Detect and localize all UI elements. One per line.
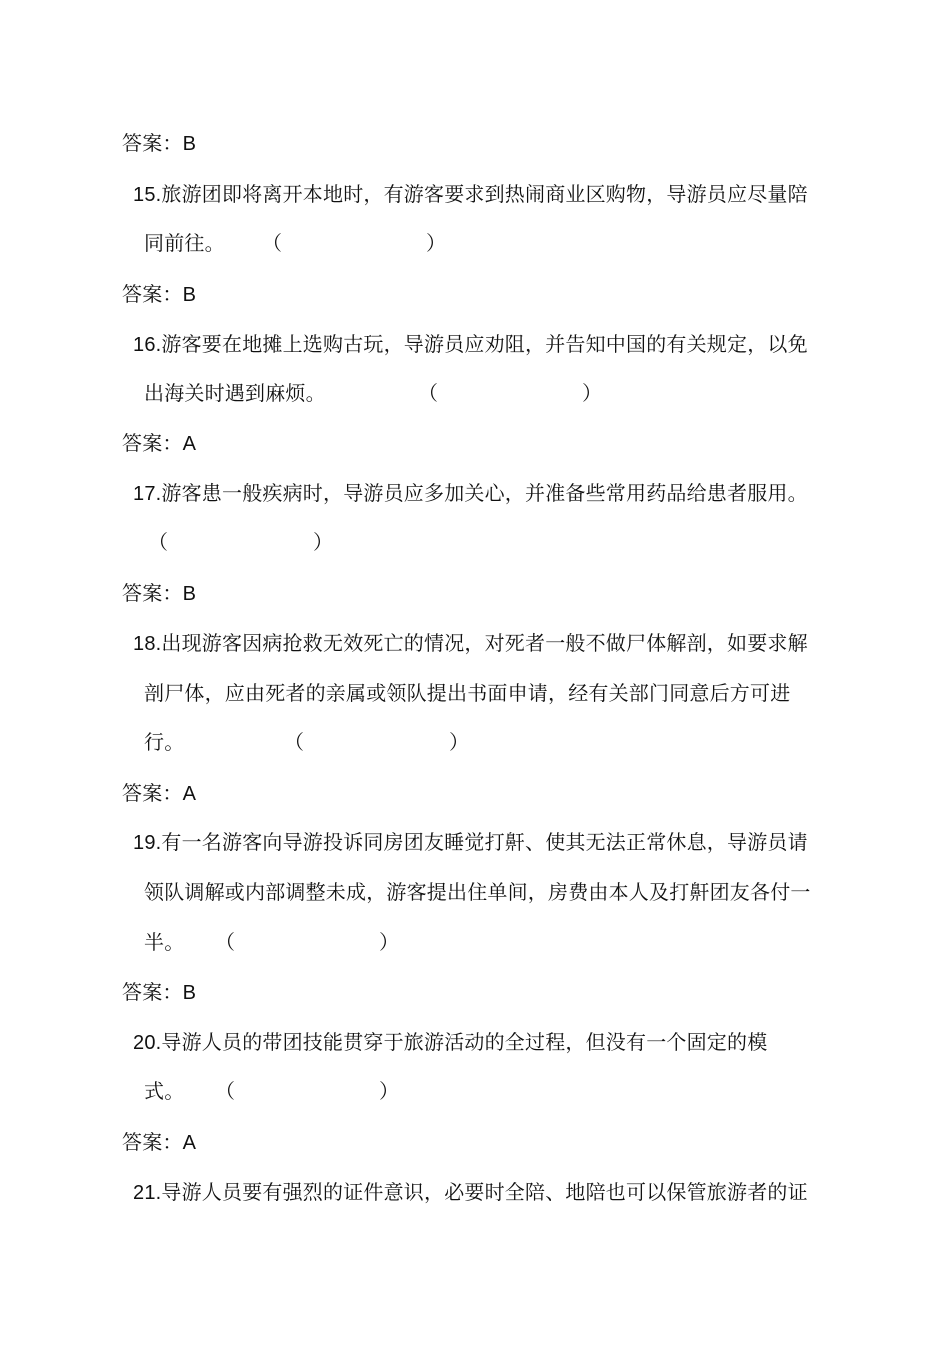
answer-label: 答案：	[122, 980, 183, 1004]
question-18-line-1	[133, 630, 808, 657]
answer-label: 答案：	[122, 431, 183, 455]
answer-value: A	[182, 783, 197, 805]
answer-value: B	[182, 583, 197, 605]
question-number: 21.	[133, 1182, 162, 1204]
question-19-line-1	[133, 829, 808, 856]
question-text: 导游人员的带团技能贯穿于旅游活动的全过程，但没有一个固定的模	[161, 1030, 768, 1054]
answer-paren-open: （	[215, 930, 235, 954]
answer-paren-open: （	[262, 231, 282, 255]
answer-label: 答案：	[122, 131, 183, 155]
question-text: 游客要在地摊上选购古玩，导游员应劝阻，并告知中国的有关规定，以免	[161, 332, 808, 356]
answer-label: 答案：	[122, 781, 183, 805]
answer-paren-close: ）	[313, 530, 333, 554]
question-19-line-2	[144, 879, 811, 905]
question-text: 式。	[144, 1079, 185, 1103]
answer-label: 答案：	[122, 282, 183, 306]
question-text: 游客患一般疾病时，导游员应多加关心，并准备些常用药品给患者服用。	[161, 481, 808, 505]
answer-paren-open: （	[284, 730, 304, 754]
answer-value: A	[182, 1132, 197, 1154]
question-text: 领队调解或内部调整未成，游客提出住单间，房费由本人及打鼾团友各付一	[144, 880, 811, 904]
question-text: 半。	[144, 930, 185, 954]
answer-paren-close: ）	[582, 381, 602, 405]
question-text: 剖尸体，应由死者的亲属或领队提出书面申请，经有关部门同意后方可进	[144, 681, 791, 705]
question-18-line-2	[144, 680, 790, 706]
answer-paren-close: ）	[379, 930, 399, 954]
answer-label: 答案：	[122, 581, 183, 605]
answer-line	[122, 780, 196, 807]
question-number: 18.	[133, 633, 162, 655]
question-number: 19.	[133, 832, 162, 854]
question-15-line-2	[144, 230, 225, 256]
question-20-line-2	[144, 1078, 184, 1104]
answer-paren-close: ）	[426, 231, 446, 255]
question-21-line-1	[133, 1179, 808, 1206]
question-16-line-1	[133, 331, 808, 358]
question-20-line-1	[133, 1029, 767, 1056]
question-text: 旅游团即将离开本地时，有游客要求到热闹商业区购物，导游员应尽量陪	[161, 182, 808, 206]
question-text: 出现游客因病抢救无效死亡的情况，对死者一般不做尸体解剖，如要求解	[161, 631, 808, 655]
answer-paren-open: （	[215, 1079, 235, 1103]
answer-paren-open: （	[148, 530, 168, 554]
question-18-line-3	[144, 729, 184, 755]
question-15-line-1	[133, 181, 808, 208]
answer-line	[122, 281, 196, 308]
question-19-line-3	[144, 929, 184, 955]
question-number: 15.	[133, 184, 162, 206]
question-text: 有一名游客向导游投诉同房团友睡觉打鼾、使其无法正常休息，导游员请	[161, 830, 808, 854]
question-17-line-1	[133, 480, 808, 507]
answer-value: A	[182, 433, 197, 455]
question-text: 导游人员要有强烈的证件意识，必要时全陪、地陪也可以保管旅游者的证	[161, 1180, 808, 1204]
question-number: 20.	[133, 1032, 162, 1054]
question-text: 行。	[144, 730, 185, 754]
question-number: 16.	[133, 334, 162, 356]
answer-value: B	[182, 284, 197, 306]
question-text: 同前往。	[144, 231, 225, 255]
question-16-line-2	[144, 380, 326, 406]
question-text: 出海关时遇到麻烦。	[144, 381, 326, 405]
answer-paren-close: ）	[379, 1079, 399, 1103]
answer-paren-close: ）	[449, 730, 469, 754]
answer-line	[122, 580, 196, 607]
answer-value: B	[182, 982, 197, 1004]
question-number: 17.	[133, 483, 162, 505]
answer-label: 答案：	[122, 1130, 183, 1154]
answer-value: B	[182, 133, 197, 155]
answer-line	[122, 430, 196, 457]
answer-paren-open: （	[418, 381, 438, 405]
answer-line	[122, 130, 196, 157]
answer-line	[122, 1129, 196, 1156]
answer-line	[122, 979, 196, 1006]
